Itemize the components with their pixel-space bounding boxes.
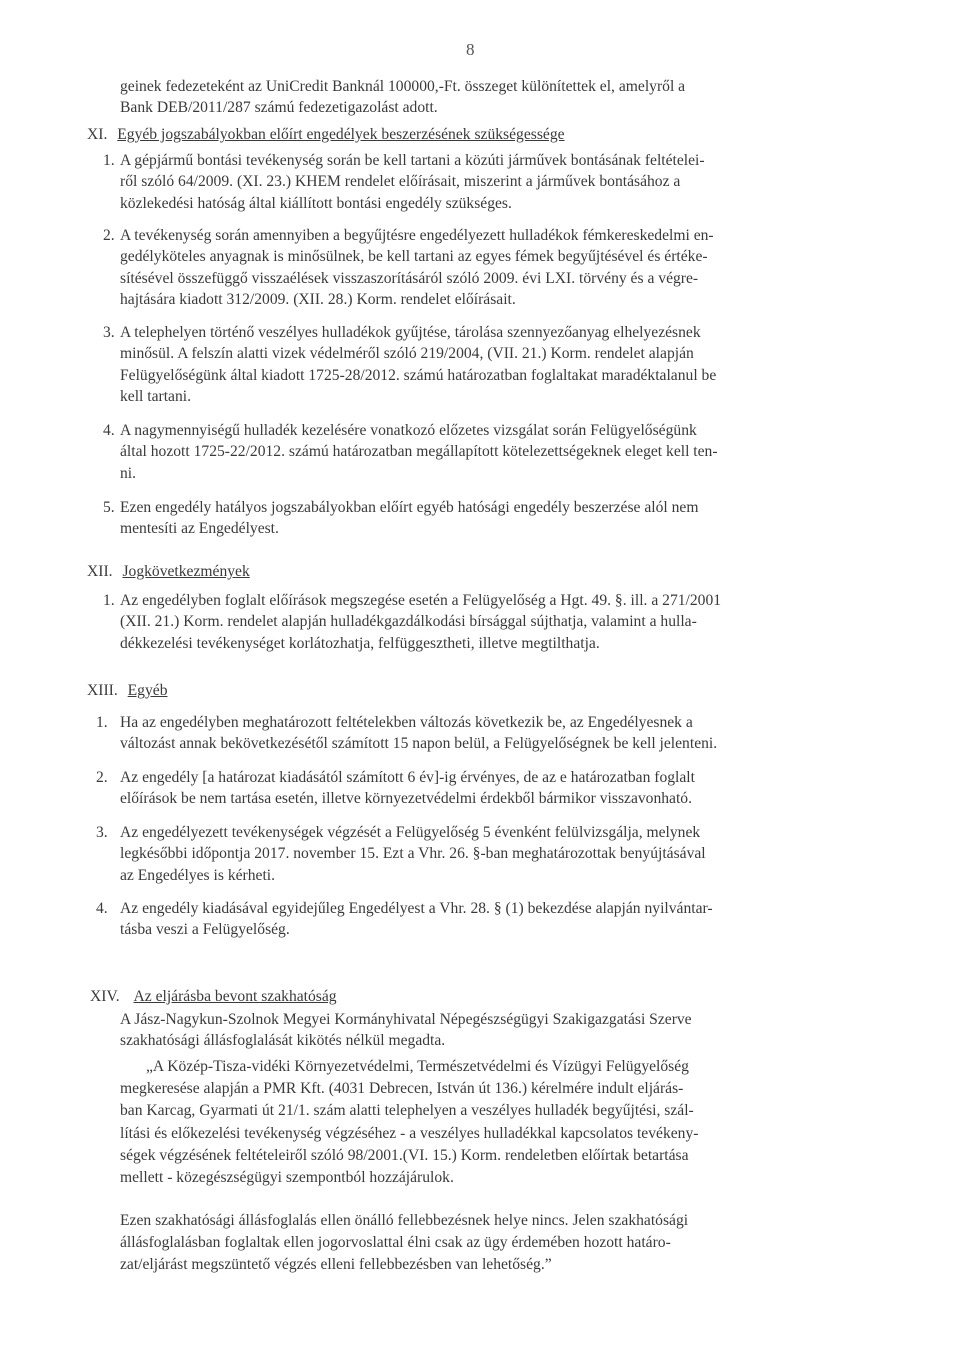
list-number: 4. bbox=[96, 900, 108, 917]
text-line: az Engedélyes is kérheti. bbox=[120, 866, 276, 884]
list-item bbox=[120, 322, 850, 408]
text-line: minősül. A felszín alatti vizek védelméről szóló 219/2004, (VII. 21.) Korm. rendelet alapján bbox=[120, 345, 694, 363]
list-number: 3. bbox=[96, 824, 108, 841]
authority-closing bbox=[120, 1210, 850, 1277]
list-number: 4. bbox=[103, 422, 115, 439]
list-number: 5. bbox=[103, 499, 115, 516]
section-number: XII. bbox=[87, 563, 113, 580]
text-line: lítási és előkezelési tevékenység végzéséhez - a veszélyes hulladékkal kapcsolatos tevékeny- bbox=[120, 1124, 699, 1142]
section-number: XI. bbox=[87, 126, 108, 143]
list-number: 2. bbox=[103, 227, 115, 244]
text-line: (XII. 21.) Korm. rendelet alapján hulladékgazdálkodási bírsággal sújthatja, valamint a hulla- bbox=[120, 613, 697, 631]
list-item bbox=[120, 712, 850, 755]
authority-intro bbox=[120, 1009, 850, 1052]
text-line: „A Közép-Tisza-vidéki Környezetvédelmi, Természetvédelmi és Vízügyi Felügyelőség bbox=[146, 1058, 689, 1075]
list-item bbox=[120, 822, 850, 886]
text-line: A telephelyen történő veszélyes hulladékok gyűjtése, tárolása szennyezőanyag elhelyezésnek bbox=[120, 324, 701, 341]
section-heading-xii bbox=[87, 561, 250, 582]
text-line: Ezen engedély hatályos jogszabályokban előírt egyéb hatósági engedély beszerzése alól nem bbox=[120, 499, 699, 516]
text-line: megkeresése alapján a PMR Kft. (4031 Debrecen, István út 136.) kérelmére indult eljárás- bbox=[120, 1080, 684, 1098]
text-line: Ha az engedélyben meghatározott feltételekben változás következik be, az Engedélyesnek a bbox=[120, 714, 693, 731]
text-line: Az engedély kiadásával egyidejűleg Engedélyest a Vhr. 28. § (1) bekezdése alapján nyilvántar- bbox=[120, 900, 713, 917]
section-title: Jogkövetkezmények bbox=[122, 563, 250, 580]
text-line: A Jász-Nagykun-Szolnok Megyei Kormányhivatal Népegészségügyi Szakigazgatási Szerve bbox=[120, 1011, 692, 1028]
text-line: A tevékenység során amennyiben a begyűjtésre engedélyezett hulladékok fémkereskedelmi en- bbox=[120, 227, 714, 244]
text-line: által hozott 1725-22/2012. számú határozatban megállapított kötelezettségeknek eleget kell ten- bbox=[120, 443, 718, 461]
list-item bbox=[120, 150, 850, 214]
text-line: tásba veszi a Felügyelőség. bbox=[120, 921, 290, 939]
section-title: Az eljárásba bevont szakhatóság bbox=[133, 988, 337, 1005]
list-item bbox=[120, 225, 850, 311]
text-line: változást annak bekövetkezésétől számított 15 napon belül, a Felügyelőségnek be kell jelenteni. bbox=[120, 735, 718, 753]
text-line: előírások be nem tartása esetén, illetve környezetvédelmi érdekből bármikor visszavonható. bbox=[120, 790, 692, 808]
list-number: 1. bbox=[103, 152, 115, 169]
text-line: Bank DEB/2011/287 számú fedezetigazolást adott. bbox=[120, 99, 438, 117]
text-line: A gépjármű bontási tevékenység során be kell tartani a közúti járművek bontásának feltételei- bbox=[120, 152, 705, 169]
text-line: geinek fedezeteként az UniCredit Banknál 100000,-Ft. összeget különítettek el, amelyről a bbox=[120, 78, 686, 95]
text-line: Az engedélyben foglalt előírások megszegése esetén a Felügyelőség a Hgt. 49. §. ill. a 271/2001 bbox=[120, 592, 722, 609]
text-line: ről szóló 64/2009. (XI. 23.) KHEM rendelet előírásait, miszerint a járművek bontásához a bbox=[120, 173, 681, 191]
list-number: 2. bbox=[96, 769, 108, 786]
section-heading-xi bbox=[87, 124, 565, 145]
text-line: Az engedély [a határozat kiadásától számított 6 év]-ig érvényes, de az e határozatban foglalt bbox=[120, 769, 695, 786]
text-line: állásfoglalásban foglaltak ellen jogorvoslattal élni csak az ügy érdemében hozott határo- bbox=[120, 1234, 671, 1252]
text-line: kell tartani. bbox=[120, 388, 192, 406]
page-number: 8 bbox=[466, 40, 475, 59]
list-item bbox=[120, 767, 850, 810]
intro-paragraph bbox=[120, 76, 850, 119]
section-number: XIV. bbox=[90, 988, 120, 1005]
list-item bbox=[120, 590, 850, 654]
text-line: Felügyelőségünk által kiadott 1725-28/2012. számú határozatban foglaltakat maradéktalanul be bbox=[120, 366, 717, 384]
text-line: Ezen szakhatósági állásfoglalás ellen önálló fellebbezésnek helye nincs. Jelen szakhatósági bbox=[120, 1212, 689, 1229]
section-title: Egyéb bbox=[127, 682, 168, 699]
list-number: 3. bbox=[103, 324, 115, 341]
text-line: dékkezelési tevékenységet korlátozhatja, felfüggesztheti, illetve megtilthatja. bbox=[120, 634, 600, 652]
list-number: 1. bbox=[96, 714, 108, 731]
section-heading-xiv bbox=[90, 986, 337, 1007]
section-number: XIII. bbox=[87, 682, 118, 699]
text-line: szakhatósági állásfoglalását kikötés nélkül megadta. bbox=[120, 1032, 446, 1050]
section-heading-xiii bbox=[87, 680, 168, 701]
list-number: 1. bbox=[103, 592, 115, 609]
list-item bbox=[120, 898, 850, 941]
text-line: hajtására kiadott 312/2009. (XII. 28.) Korm. rendelet előírásait. bbox=[120, 291, 516, 309]
list-item bbox=[120, 497, 850, 540]
section-title: Egyéb jogszabályokban előírt engedélyek beszerzésének szükségessége bbox=[117, 126, 565, 143]
text-line: mellett - közegészségügyi szempontból hozzájárulok. bbox=[120, 1169, 454, 1187]
list-item bbox=[120, 420, 850, 484]
text-line: sítésével összefüggő visszaélések visszaszorításáról szóló 2009. évi LXI. törvény és a végre- bbox=[120, 269, 699, 287]
text-line: A nagymennyiségű hulladék kezelésére vonatkozó előzetes vizsgálat során Felügyelőségünk bbox=[120, 422, 697, 439]
text-line: zat/eljárást megszüntető végzés elleni fellebbezésben van lehetőség.” bbox=[120, 1256, 552, 1274]
text-line: legkésőbbi időpontja 2017. november 15. Ezt a Vhr. 26. §-ban meghatározottak benyújtásával bbox=[120, 845, 706, 863]
text-line: ségek végzésének feltételeiről szóló 98/2001.(VI. 15.) Korm. rendeletben előírtak betartása bbox=[120, 1146, 689, 1164]
text-line: Az engedélyezett tevékenységek végzését a Felügyelőség 5 évenként felülvizsgálja, melynek bbox=[120, 824, 701, 841]
text-line: ni. bbox=[120, 464, 137, 482]
text-line: ban Karcag, Gyarmati út 21/1. szám alatti telephelyen a veszélyes hulladék begyűjtési, szál- bbox=[120, 1102, 694, 1120]
text-line: gedélyköteles anyagnak is minősülnek, be kell tartani az egyes fémek begyűjtésével és értéke- bbox=[120, 248, 708, 266]
authority-quote bbox=[120, 1056, 850, 1189]
text-line: közlekedési hatóság által kiállított bontási engedély szükséges. bbox=[120, 194, 512, 212]
text-line: mentesíti az Engedélyest. bbox=[120, 520, 279, 538]
